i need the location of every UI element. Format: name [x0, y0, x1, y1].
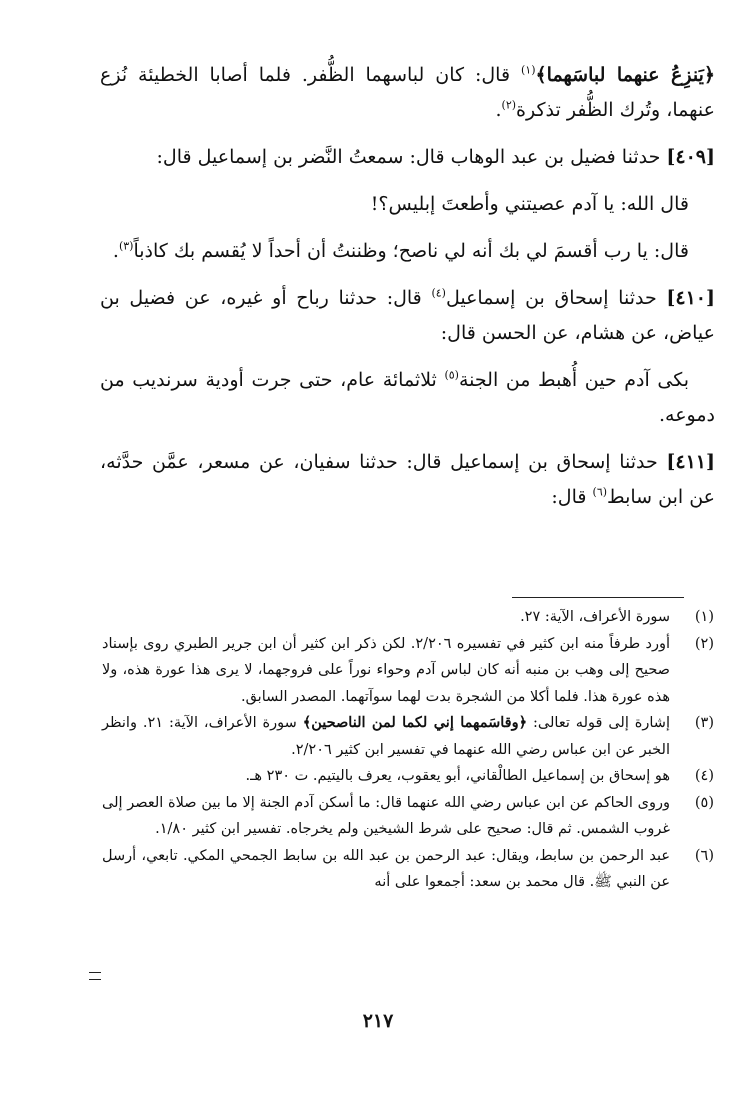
- footnote-number: (٦): [694, 847, 714, 864]
- footnote-number: (٢): [694, 635, 714, 652]
- hadith-number: [٤١١]: [666, 451, 715, 473]
- footnote-text: وروى الحاكم عن ابن عباس رضي الله عنهما قال: ما أسكن آدم الجنة إلا ما بين صلاة العصر إلى غروب الشمس. ثم قال: صحيح على شرط الشيخين ولم يخرجاه. تفسير ابن كثير ١/٨٠.: [102, 794, 670, 837]
- footnote-text-part: سورة الأعراف، الآية: ٢١. وانظر الخبر عن ابن عباس رضي الله عنهما في تفسير ابن كثير ٢/٢٠٦.: [102, 715, 670, 758]
- punctuation: .: [112, 240, 119, 262]
- footnote-number: (١): [694, 609, 714, 625]
- footnote-ref-6[interactable]: (٦): [592, 485, 608, 499]
- footnote-ref-3[interactable]: (٣): [118, 239, 134, 253]
- footnote-ref-4[interactable]: (٤): [431, 286, 446, 300]
- paragraph-text: قال: حدثنا رباح أو غيره، عن فضيل بن عياض، عن هشام، عن الحسن قال:: [100, 287, 715, 344]
- paragraph-text: حدثنا إسحاق بن إسماعيل قال: حدثنا سفيان، عن مسعر، عمَّن حدَّثه، عن ابن سابط: [100, 451, 715, 508]
- footnote-1: [102, 604, 714, 631]
- footnote-text: [102, 710, 670, 763]
- quran-quote: ﴿يَنزِعُ عنهما لباسَهما﴾: [535, 64, 716, 86]
- paragraph-text: قال الله: يا آدم عصيتني وأطعتَ إبليس؟!: [370, 193, 689, 215]
- quran-quote: ﴿وقاسَمهما إني لكما لمن الناصحين﴾: [302, 714, 528, 731]
- hadith-410: [100, 281, 715, 351]
- footnote-5: [102, 790, 714, 843]
- footnote-separator: [512, 597, 684, 598]
- footnote-ref-2[interactable]: (٢): [501, 98, 517, 112]
- footnote-text: سورة الأعراف، الآية: ٢٧.: [520, 609, 670, 625]
- footnote-text: عبد الرحمن بن سابط، ويقال: عبد الرحمن بن عبد الله بن سابط الجمحي المكي. تابعي، أرسل عن النبي ﷺ. قال محمد بن سعد: أجمعوا على أنه: [102, 847, 670, 890]
- paragraph-text: حدثنا إسحاق بن إسماعيل: [445, 287, 667, 309]
- footnote-text: أورد طرفاً منه ابن كثير في تفسيره ٢/٢٠٦. لكن ذكر ابن كثير أن ابن جرير الطبري روى بإسناد صحيح إلى وهب بن منبه أنه كان لباس آدم وحواء نوراً على فروجهما، لا يرى هذا عورة هذه، ولا هذه عورة هذا. فلما أكلا من الشجرة بدت لهما سوآتهما. المصدر السابق.: [102, 635, 670, 705]
- paragraph-text: قال: يا رب أقسمَ لي بك أنه لي ناصح؛ وظننتُ أن أحداً لا يُقسم بك كاذباً: [133, 240, 689, 262]
- page-number: ٢١٧: [362, 1010, 394, 1032]
- footnote-text: هو إسحاق بن إسماعيل الطالْقاني، أبو يعقوب، يعرف باليتيم. ت ٢٣٠ هـ.: [245, 768, 670, 784]
- paragraph-text: ثلاثمائة عام، حتى جرت أودية سرنديب من دموعه.: [100, 369, 715, 426]
- footnotes: [102, 604, 714, 896]
- punctuation: .: [495, 99, 502, 121]
- footnote-text-part: إشارة إلى قوله تعالى:: [527, 715, 670, 731]
- footnote-3: [102, 710, 714, 763]
- hadith-number: [٤١٠]: [666, 287, 715, 309]
- footnote-ref-1[interactable]: (١): [521, 63, 536, 77]
- paragraph-3: [100, 187, 715, 222]
- main-text: [100, 58, 715, 527]
- paragraph-text: قال:: [551, 486, 593, 508]
- paragraph-text: بكى آدم حين أُهبط من الجنة: [458, 369, 689, 391]
- footnote-number: (٥): [694, 794, 714, 811]
- continuation-mark: [89, 972, 101, 980]
- footnote-2: [102, 631, 714, 711]
- footnote-4: [102, 763, 714, 790]
- hadith-411: [100, 445, 715, 515]
- footnote-number: (٤): [694, 768, 714, 784]
- paragraph-6: [100, 363, 715, 433]
- footnote-6: [102, 843, 714, 896]
- footnote-ref-5[interactable]: (٥): [444, 368, 459, 382]
- hadith-number: [٤٠٩]: [666, 146, 715, 168]
- paragraph-1: [100, 58, 715, 128]
- footnote-number: (٣): [694, 715, 714, 731]
- paragraph-4: [100, 234, 715, 269]
- hadith-409: [100, 140, 715, 175]
- paragraph-text: قال: كان لباسهما الظُّفر. فلما أصابا الخطيئة نُزع عنهما، وتُرك الظُّفر تذكرة: [100, 64, 715, 121]
- paragraph-text: حدثنا فضيل بن عبد الوهاب قال: سمعتُ النَّضر بن إسماعيل قال:: [156, 146, 667, 168]
